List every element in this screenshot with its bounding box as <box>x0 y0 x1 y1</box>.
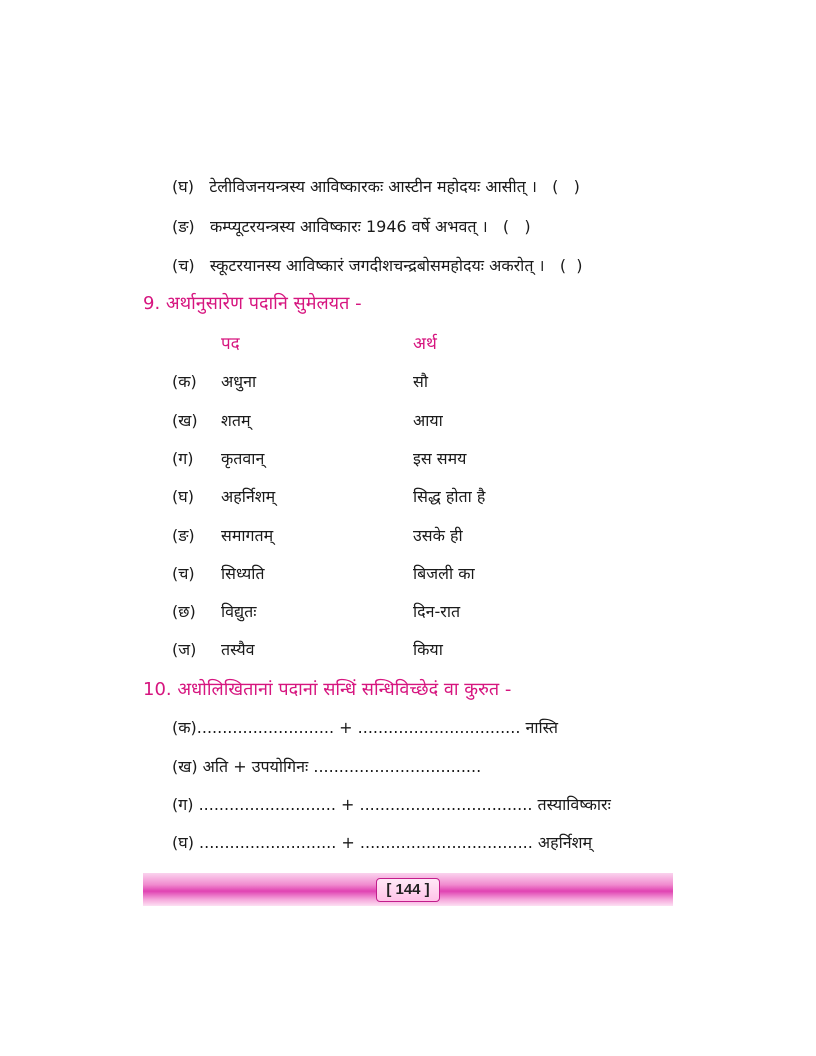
row-label: (छ) <box>172 602 196 621</box>
item-text: टेलीविजनयन्त्रस्य आविष्कारकः आस्टीन महोदयः आसीत् । <box>209 177 537 196</box>
row-label: (क) <box>172 372 197 391</box>
sandhi-row-ga: (ग) ........................... + .................................. तस्याविष्कारः <box>172 795 611 814</box>
row-arth: उसके ही <box>413 526 463 545</box>
row-arth: सौ <box>413 372 428 391</box>
page-number: [ 144 ] <box>376 878 440 902</box>
row-arth: बिजली का <box>413 564 475 583</box>
row-arth: आया <box>413 411 443 430</box>
row-arth: किया <box>413 640 443 659</box>
row-pad: शतम् <box>221 411 251 430</box>
answer-blank: ( ) <box>502 217 531 236</box>
row-label: (ङ) <box>172 526 195 545</box>
question-10-title: 10. अधोलिखितानां पदानां सन्धिं सन्धिविच्छेदं वा कुरुत - <box>143 679 512 700</box>
item-label: (च) <box>172 256 195 275</box>
row-pad: तस्यैव <box>221 640 255 659</box>
question-item-cha <box>172 255 583 277</box>
item-text: स्कूटरयानस्य आविष्कारं जगदीशचन्द्रबोसमहोदयः अकरोत् । <box>209 256 545 275</box>
question-9-title: 9. अर्थानुसारेण पदानि सुमेलयत - <box>143 293 362 314</box>
sandhi-row-kha: (ख) अति + उपयोगिनः ................................. <box>172 757 482 776</box>
row-label: (ख) <box>172 411 198 430</box>
item-label: (ङ) <box>172 217 195 236</box>
answer-blank: ( ) <box>552 177 580 196</box>
row-pad: सिध्यति <box>221 564 265 583</box>
question-item-gha <box>172 176 580 198</box>
item-label: (घ) <box>172 177 194 196</box>
row-arth: दिन-रात <box>413 602 461 621</box>
row-label: (च) <box>172 564 195 583</box>
row-label: (ज) <box>172 640 197 659</box>
column-header-pad: पद <box>221 334 240 354</box>
row-arth: इस समय <box>413 449 467 468</box>
row-arth: सिद्ध होता है <box>413 487 486 506</box>
row-pad: विद्युतः <box>221 602 257 621</box>
row-label: (ग) <box>172 449 194 468</box>
row-label: (घ) <box>172 487 194 506</box>
row-pad: अधुना <box>221 372 257 391</box>
item-text: कम्प्यूटरयन्त्रस्य आविष्कारः 1946 वर्षे अभवत् । <box>209 217 488 236</box>
sandhi-row-gha: (घ) ........................... + .................................. अहर्निशम् <box>172 833 593 852</box>
row-pad: कृतवान् <box>221 449 265 468</box>
column-header-arth: अर्थ <box>413 334 437 354</box>
row-pad: अहर्निशम् <box>221 487 276 506</box>
sandhi-row-ka: (क)........................... + ................................ नास्ति <box>172 718 559 737</box>
answer-blank: ( ) <box>559 256 583 275</box>
question-item-nga <box>172 216 531 238</box>
row-pad: समागतम् <box>221 526 274 545</box>
